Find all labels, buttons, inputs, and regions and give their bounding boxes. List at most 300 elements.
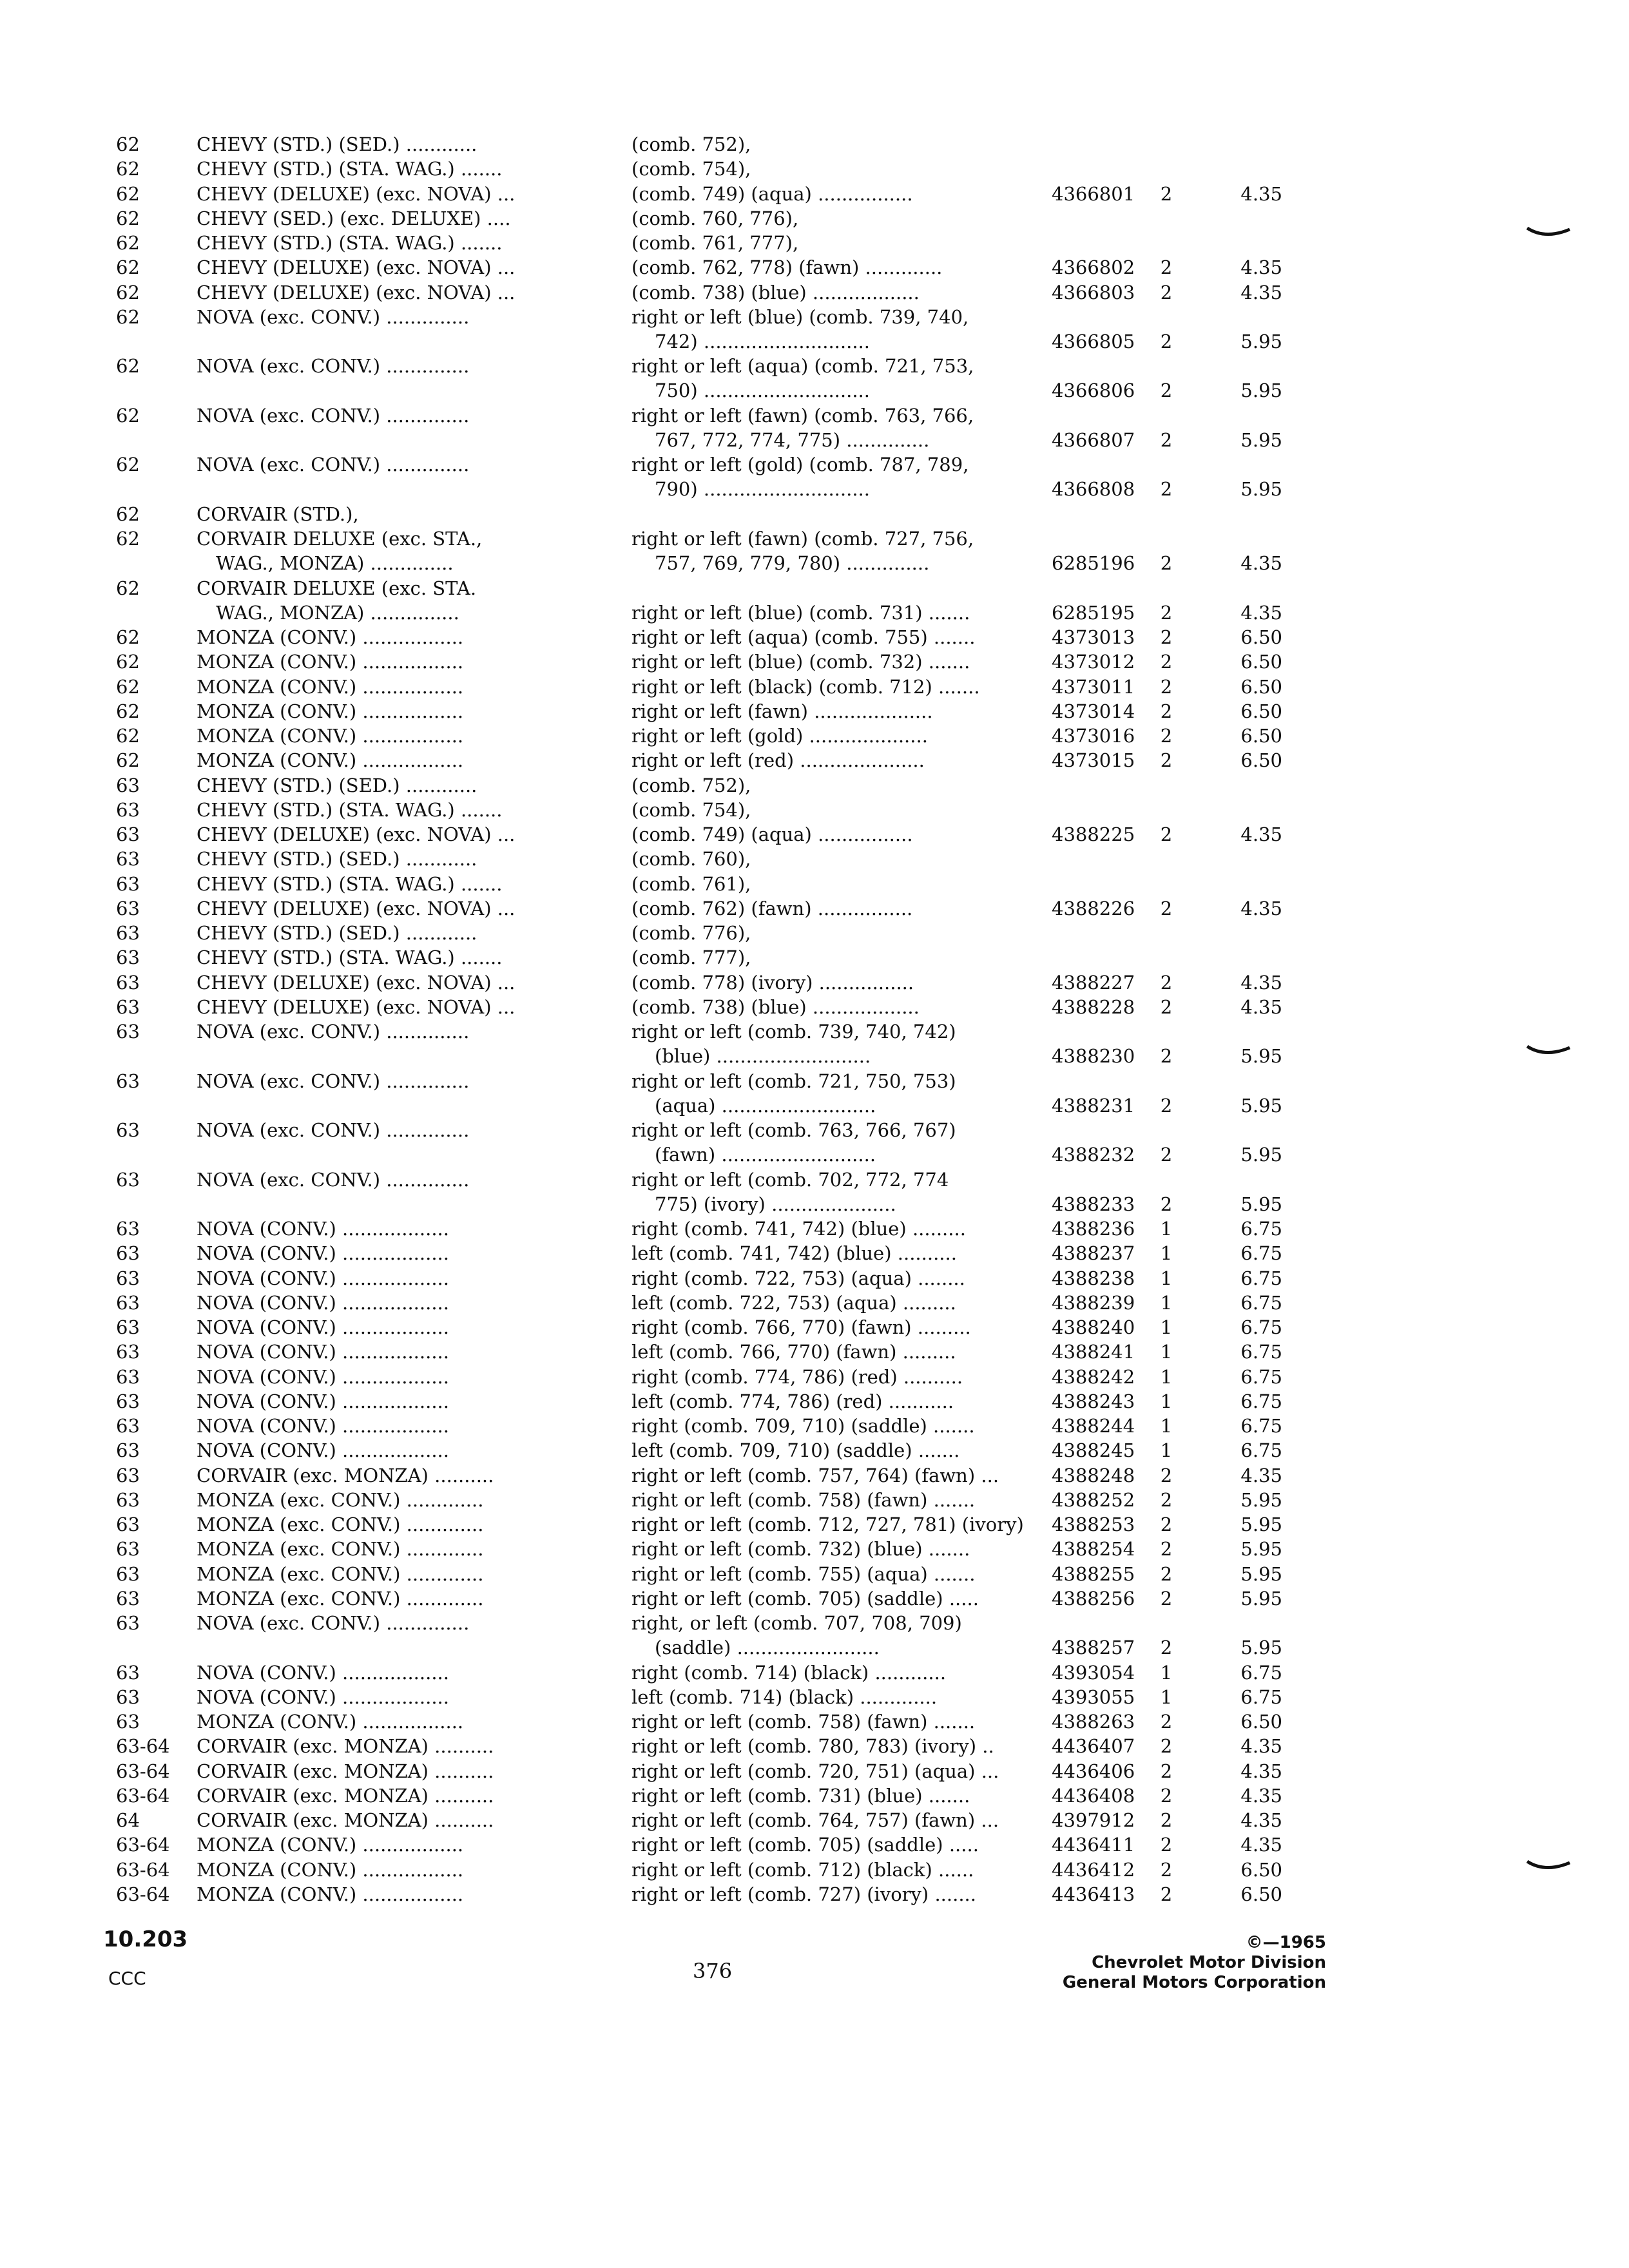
model-year: 63 [116,1168,140,1191]
model-name: CORVAIR (exc. MONZA) .......... [197,1735,494,1758]
table-row [0,1858,1629,1882]
description: right (comb. 709, 710) (saddle) ....... [631,1415,975,1437]
model-year: 63 [116,1439,140,1462]
quantity: 2 [1160,675,1173,698]
model-year: 62 [116,207,140,229]
quantity: 2 [1160,1045,1173,1067]
description: right or left (comb. 712) (black) ...... [631,1858,974,1881]
part-number: 4373015 [1052,749,1135,772]
model-year: 62 [116,305,140,328]
model-name: NOVA (CONV.) .................. [197,1242,449,1265]
description: right or left (red) ..................... [631,749,925,772]
price: 6.50 [1240,626,1282,648]
description-continued: 767, 772, 774, 775) .............. [655,428,930,451]
model-year: 62 [116,749,140,772]
catalog-code: CCC [108,1968,146,1989]
table-row [0,1537,1629,1561]
model-name: MONZA (CONV.) ................. [197,651,464,673]
model-name: NOVA (exc. CONV.) .............. [197,454,470,476]
quantity: 2 [1160,552,1173,574]
model-name: CHEVY (DELUXE) (exc. NOVA) ... [197,182,516,205]
model-name: NOVA (exc. CONV.) .............. [197,1070,470,1092]
model-name: CHEVY (STD.) (SED.) ............ [197,848,477,870]
price: 4.35 [1240,823,1282,845]
model-name: NOVA (exc. CONV.) .............. [197,1119,470,1141]
quantity: 2 [1160,1760,1173,1782]
description: right or left (comb. 755) (aqua) ....... [631,1562,976,1585]
table-row [0,1414,1629,1438]
model-name: NOVA (exc. CONV.) .............. [197,305,470,328]
model-name: CHEVY (STD.) (SED.) ............ [197,774,477,796]
price: 4.35 [1240,1834,1282,1856]
price: 6.50 [1240,1711,1282,1733]
quantity: 2 [1160,1883,1173,1905]
price: 6.75 [1240,1661,1282,1684]
model-name: NOVA (exc. CONV.) .............. [197,404,470,427]
part-number: 4393054 [1052,1661,1135,1684]
description: (comb. 738) (blue) .................. [631,995,920,1018]
model-year: 63 [116,1661,140,1684]
part-number: 4436412 [1052,1858,1135,1881]
model-name: MONZA (CONV.) ................. [197,1834,464,1856]
table-row [0,724,1629,748]
part-number: 4388237 [1052,1242,1135,1265]
description: right or left (comb. 712, 727, 781) (ivory) [631,1514,1024,1535]
price: 5.95 [1240,1144,1282,1166]
price: 4.35 [1240,1760,1282,1782]
description: (comb. 752), [631,774,751,796]
description: (comb. 754), [631,158,751,180]
price: 6.75 [1240,1686,1282,1708]
quantity: 2 [1160,1464,1173,1486]
table-row [0,675,1629,699]
part-number: 4366801 [1052,182,1135,205]
table-row [0,1118,1629,1168]
description: (comb. 778) (ivory) ................ [631,971,914,994]
description: right or left (fawn) (comb. 727, 756, [631,528,974,550]
model-year: 63-64 [116,1760,170,1782]
quantity: 1 [1160,1661,1173,1684]
table-row [0,1808,1629,1832]
model-name: CHEVY (STD.) (SED.) ............ [197,922,477,944]
part-number: 4388227 [1052,971,1135,994]
table-row [0,699,1629,724]
table-row [0,255,1629,280]
part-number: 4366808 [1052,478,1135,501]
description: right or left (comb. 764, 757) (fawn) ... [631,1809,999,1831]
model-name: CHEVY (SED.) (exc. DELUXE) .... [197,207,511,229]
model-year: 63 [116,1291,140,1314]
quantity: 1 [1160,1218,1173,1240]
part-number: 4388241 [1052,1341,1135,1363]
table-row [0,1291,1629,1315]
table-row [0,1340,1629,1364]
price: 4.35 [1240,601,1282,624]
model-year: 63 [116,1464,140,1486]
corporation: General Motors Corporation [1062,1973,1326,1992]
part-number: 4366803 [1052,281,1135,303]
quantity: 2 [1160,601,1173,624]
model-name: CORVAIR DELUXE (exc. STA. [197,577,477,599]
model-year: 62 [116,503,140,525]
model-name: MONZA (CONV.) ................. [197,1711,464,1733]
model-year: 63 [116,798,140,821]
model-year: 63 [116,1538,140,1561]
model-year: 63 [116,1267,140,1289]
price: 6.50 [1240,1858,1282,1881]
model-name: CHEVY (STD.) (STA. WAG.) ....... [197,232,503,254]
description-continued: (fawn) .......................... [655,1144,876,1166]
description-continued: (blue) .......................... [655,1045,871,1067]
table-row [0,206,1629,231]
model-year: 63 [116,1119,140,1141]
description: right or left (aqua) (comb. 721, 753, [631,355,974,378]
table-row [0,1389,1629,1414]
model-year: 63 [116,1341,140,1363]
table-row [0,1315,1629,1340]
description: right or left (comb. 705) (saddle) ..... [631,1834,979,1856]
part-number: 4436413 [1052,1883,1135,1905]
part-number: 4388242 [1052,1365,1135,1388]
price: 6.75 [1240,1365,1282,1388]
quantity: 2 [1160,1193,1173,1215]
part-number: 4388230 [1052,1045,1135,1067]
model-name: NOVA (CONV.) .................. [197,1365,449,1388]
table-row [0,625,1629,649]
description: right (comb. 766, 770) (fawn) ......... [631,1316,971,1338]
model-name: CORVAIR DELUXE (exc. STA., [197,528,483,550]
quantity: 2 [1160,1809,1173,1831]
model-year: 63 [116,1218,140,1240]
quantity: 2 [1160,700,1173,722]
description: (comb. 760, 776), [631,207,799,229]
part-number: 4388243 [1052,1390,1135,1412]
quantity: 1 [1160,1242,1173,1265]
part-number: 4388263 [1052,1711,1135,1733]
price: 4.35 [1240,1784,1282,1807]
description-continued: 742) ............................ [655,330,870,352]
model-year: 62 [116,232,140,254]
description: left (comb. 709, 710) (saddle) ....... [631,1439,960,1462]
model-name-continued: WAG., MONZA) ............... [216,601,459,624]
model-name: CHEVY (STD.) (STA. WAG.) ....... [197,872,503,895]
quantity: 1 [1160,1390,1173,1412]
model-year: 62 [116,133,140,155]
model-year: 63 [116,922,140,944]
model-name: NOVA (CONV.) .................. [197,1316,449,1338]
description: (comb. 761, 777), [631,232,799,254]
model-name: NOVA (CONV.) .................. [197,1661,449,1684]
price: 4.35 [1240,182,1282,205]
table-row [0,1660,1629,1685]
model-name: MONZA (CONV.) ................. [197,1858,464,1881]
description: right or left (black) (comb. 712) ....... [631,675,980,698]
table-row [0,305,1629,354]
price: 5.95 [1240,330,1282,352]
part-number: 4393055 [1052,1686,1135,1708]
division: Chevrolet Motor Division [1092,1953,1326,1972]
model-name: CHEVY (STD.) (STA. WAG.) ....... [197,947,503,969]
description: (comb. 749) (aqua) ................ [631,182,913,205]
description: (comb. 761), [631,872,751,895]
part-number: 4388244 [1052,1415,1135,1437]
model-year: 62 [116,256,140,279]
model-year: 63-64 [116,1883,170,1905]
description: right (comb. 774, 786) (red) .......... [631,1365,963,1388]
model-year: 63 [116,1242,140,1265]
model-name: MONZA (CONV.) ................. [197,626,464,648]
model-year: 63-64 [116,1834,170,1856]
model-name: MONZA (CONV.) ................. [197,749,464,772]
binding-mark-icon [1526,226,1571,238]
model-name-continued: WAG., MONZA) .............. [216,552,454,574]
price: 6.75 [1240,1439,1282,1462]
model-name: CORVAIR (STD.), [197,503,359,525]
description: right or left (comb. 780, 783) (ivory) .. [631,1735,994,1758]
model-name: NOVA (CONV.) .................. [197,1291,449,1314]
price: 5.95 [1240,1045,1282,1067]
price: 4.35 [1240,256,1282,279]
description: right or left (fawn) .................... [631,700,933,722]
quantity: 2 [1160,897,1173,919]
model-year: 63 [116,897,140,919]
model-year: 62 [116,725,140,747]
description: (comb. 749) (aqua) ................ [631,823,913,845]
model-year: 63 [116,872,140,895]
description-continued: 750) ............................ [655,380,870,402]
price: 6.75 [1240,1316,1282,1338]
table-row [0,1685,1629,1709]
model-name: CHEVY (DELUXE) (exc. NOVA) ... [197,823,516,845]
model-name: CHEVY (DELUXE) (exc. NOVA) ... [197,281,516,303]
model-name: CORVAIR (exc. MONZA) .......... [197,1760,494,1782]
description: right or left (comb. 763, 766, 767) [631,1119,956,1141]
model-name: NOVA (CONV.) .................. [197,1439,449,1462]
price: 6.75 [1240,1291,1282,1314]
table-row [0,132,1629,157]
price: 5.95 [1240,1488,1282,1511]
quantity: 2 [1160,725,1173,747]
model-year: 63 [116,1415,140,1437]
part-number: 4388255 [1052,1562,1135,1585]
table-row [0,773,1629,798]
quantity: 1 [1160,1365,1173,1388]
price: 6.75 [1240,1242,1282,1265]
model-name: MONZA (exc. CONV.) ............. [197,1514,484,1535]
model-year: 64 [116,1809,140,1831]
table-row [0,576,1629,626]
table-row [0,1019,1629,1069]
table-row [0,1709,1629,1734]
model-name: NOVA (exc. CONV.) .............. [197,1612,470,1634]
table-row [0,1216,1629,1241]
table-row [0,1241,1629,1265]
price: 4.35 [1240,281,1282,303]
description: (comb. 752), [631,133,751,155]
table-row [0,896,1629,921]
table-row [0,157,1629,181]
model-year: 63 [116,823,140,845]
price: 4.35 [1240,1735,1282,1758]
description: right or left (comb. 758) (fawn) ....... [631,1488,976,1511]
description: right (comb. 722, 753) (aqua) ........ [631,1267,965,1289]
model-year: 63 [116,1390,140,1412]
part-number: 4388238 [1052,1267,1135,1289]
quantity: 2 [1160,380,1173,402]
model-name: CHEVY (DELUXE) (exc. NOVA) ... [197,256,516,279]
quantity: 1 [1160,1316,1173,1338]
description: left (comb. 774, 786) (red) ........... [631,1390,954,1412]
part-number: 4388232 [1052,1144,1135,1166]
quantity: 2 [1160,749,1173,772]
quantity: 2 [1160,1587,1173,1610]
price: 5.95 [1240,1538,1282,1561]
price: 6.75 [1240,1415,1282,1437]
model-year: 62 [116,675,140,698]
part-number: 4388225 [1052,823,1135,845]
model-name: CHEVY (STD.) (STA. WAG.) ....... [197,158,503,180]
table-row [0,1365,1629,1389]
part-number: 4366802 [1052,256,1135,279]
model-year: 63 [116,1021,140,1043]
table-row [0,1512,1629,1537]
table-row [0,798,1629,822]
part-number: 4366807 [1052,428,1135,451]
quantity: 2 [1160,1711,1173,1733]
description: right or left (comb. 732) (blue) ....... [631,1538,970,1561]
part-number: 4436406 [1052,1760,1135,1782]
price: 6.75 [1240,1341,1282,1363]
model-name: CORVAIR (exc. MONZA) .......... [197,1464,494,1486]
model-name: CORVAIR (exc. MONZA) .......... [197,1809,494,1831]
price: 6.50 [1240,1883,1282,1905]
part-number: 4388239 [1052,1291,1135,1314]
table-row [0,1783,1629,1808]
model-year: 63 [116,774,140,796]
price: 6.50 [1240,700,1282,722]
quantity: 2 [1160,1094,1173,1117]
part-number: 4373011 [1052,675,1135,698]
model-year: 63-64 [116,1735,170,1758]
price: 5.95 [1240,380,1282,402]
model-name: NOVA (CONV.) .................. [197,1218,449,1240]
quantity: 2 [1160,823,1173,845]
table-row [0,1832,1629,1857]
table-row [0,847,1629,871]
quantity: 2 [1160,1637,1173,1658]
quantity: 1 [1160,1267,1173,1289]
model-year: 63 [116,1686,140,1708]
model-year: 63 [116,1711,140,1733]
table-row [0,1734,1629,1758]
quantity: 2 [1160,995,1173,1018]
table-row [0,748,1629,773]
part-number: 4436407 [1052,1735,1135,1758]
quantity: 1 [1160,1415,1173,1437]
description: right or left (comb. 758) (fawn) ....... [631,1711,976,1733]
description-continued: 757, 769, 779, 780) .............. [655,552,930,574]
model-year: 62 [116,626,140,648]
quantity: 2 [1160,428,1173,451]
part-number: 6285196 [1052,552,1135,574]
table-row [0,970,1629,995]
price: 6.50 [1240,725,1282,747]
description: right or left (comb. 731) (blue) ....... [631,1784,970,1807]
quantity: 2 [1160,1562,1173,1585]
part-number: 4366805 [1052,330,1135,352]
model-year: 63 [116,995,140,1018]
table-row [0,1882,1629,1907]
model-name: CHEVY (DELUXE) (exc. NOVA) ... [197,897,516,919]
price: 6.50 [1240,749,1282,772]
table-row [0,649,1629,674]
part-number: 4373016 [1052,725,1135,747]
part-number: 4388240 [1052,1316,1135,1338]
description: left (comb. 766, 770) (fawn) ......... [631,1341,956,1363]
table-row [0,1562,1629,1586]
description-continued: 775) (ivory) ..................... [655,1193,896,1215]
model-name: NOVA (CONV.) .................. [197,1686,449,1708]
model-name: NOVA (CONV.) .................. [197,1415,449,1437]
quantity: 2 [1160,1784,1173,1807]
table-row [0,1488,1629,1512]
part-number: 4388253 [1052,1514,1135,1535]
model-year: 62 [116,528,140,550]
model-name: NOVA (exc. CONV.) .............. [197,1021,470,1043]
model-year: 62 [116,355,140,378]
price: 5.95 [1240,1587,1282,1610]
part-number: 6285195 [1052,601,1135,624]
table-row [0,1069,1629,1119]
model-year: 63 [116,848,140,870]
description: (comb. 762) (fawn) ................ [631,897,913,919]
table-row [0,995,1629,1019]
model-year: 62 [116,404,140,427]
part-number: 4373012 [1052,651,1135,673]
model-name: CHEVY (STD.) (STA. WAG.) ....... [197,798,503,821]
description: right or left (comb. 727) (ivory) ....... [631,1883,976,1905]
model-name: NOVA (exc. CONV.) .............. [197,355,470,378]
quantity: 2 [1160,1834,1173,1856]
binding-mark-icon [1526,1044,1571,1057]
description-continued: (aqua) .......................... [655,1094,876,1117]
quantity: 2 [1160,330,1173,352]
description: left (comb. 722, 753) (aqua) ......... [631,1291,956,1314]
table-row [0,872,1629,896]
quantity: 1 [1160,1686,1173,1708]
price: 6.50 [1240,651,1282,673]
model-year: 62 [116,182,140,205]
model-name: MONZA (CONV.) ................. [197,700,464,722]
price: 6.50 [1240,675,1282,698]
quantity: 2 [1160,1514,1173,1535]
price: 5.95 [1240,1514,1282,1535]
part-number: 4373013 [1052,626,1135,648]
section-number: 10.203 [103,1927,188,1952]
description-continued: (saddle) ........................ [655,1637,880,1658]
quantity: 2 [1160,651,1173,673]
table-row [0,280,1629,305]
description: right, or left (comb. 707, 708, 709) [631,1612,962,1634]
part-number: 4436408 [1052,1784,1135,1807]
part-number: 4388248 [1052,1464,1135,1486]
price: 6.75 [1240,1218,1282,1240]
price: 5.95 [1240,428,1282,451]
model-name: MONZA (exc. CONV.) ............. [197,1562,484,1585]
model-name: MONZA (exc. CONV.) ............. [197,1488,484,1511]
model-year: 63 [116,971,140,994]
table-row [0,526,1629,576]
